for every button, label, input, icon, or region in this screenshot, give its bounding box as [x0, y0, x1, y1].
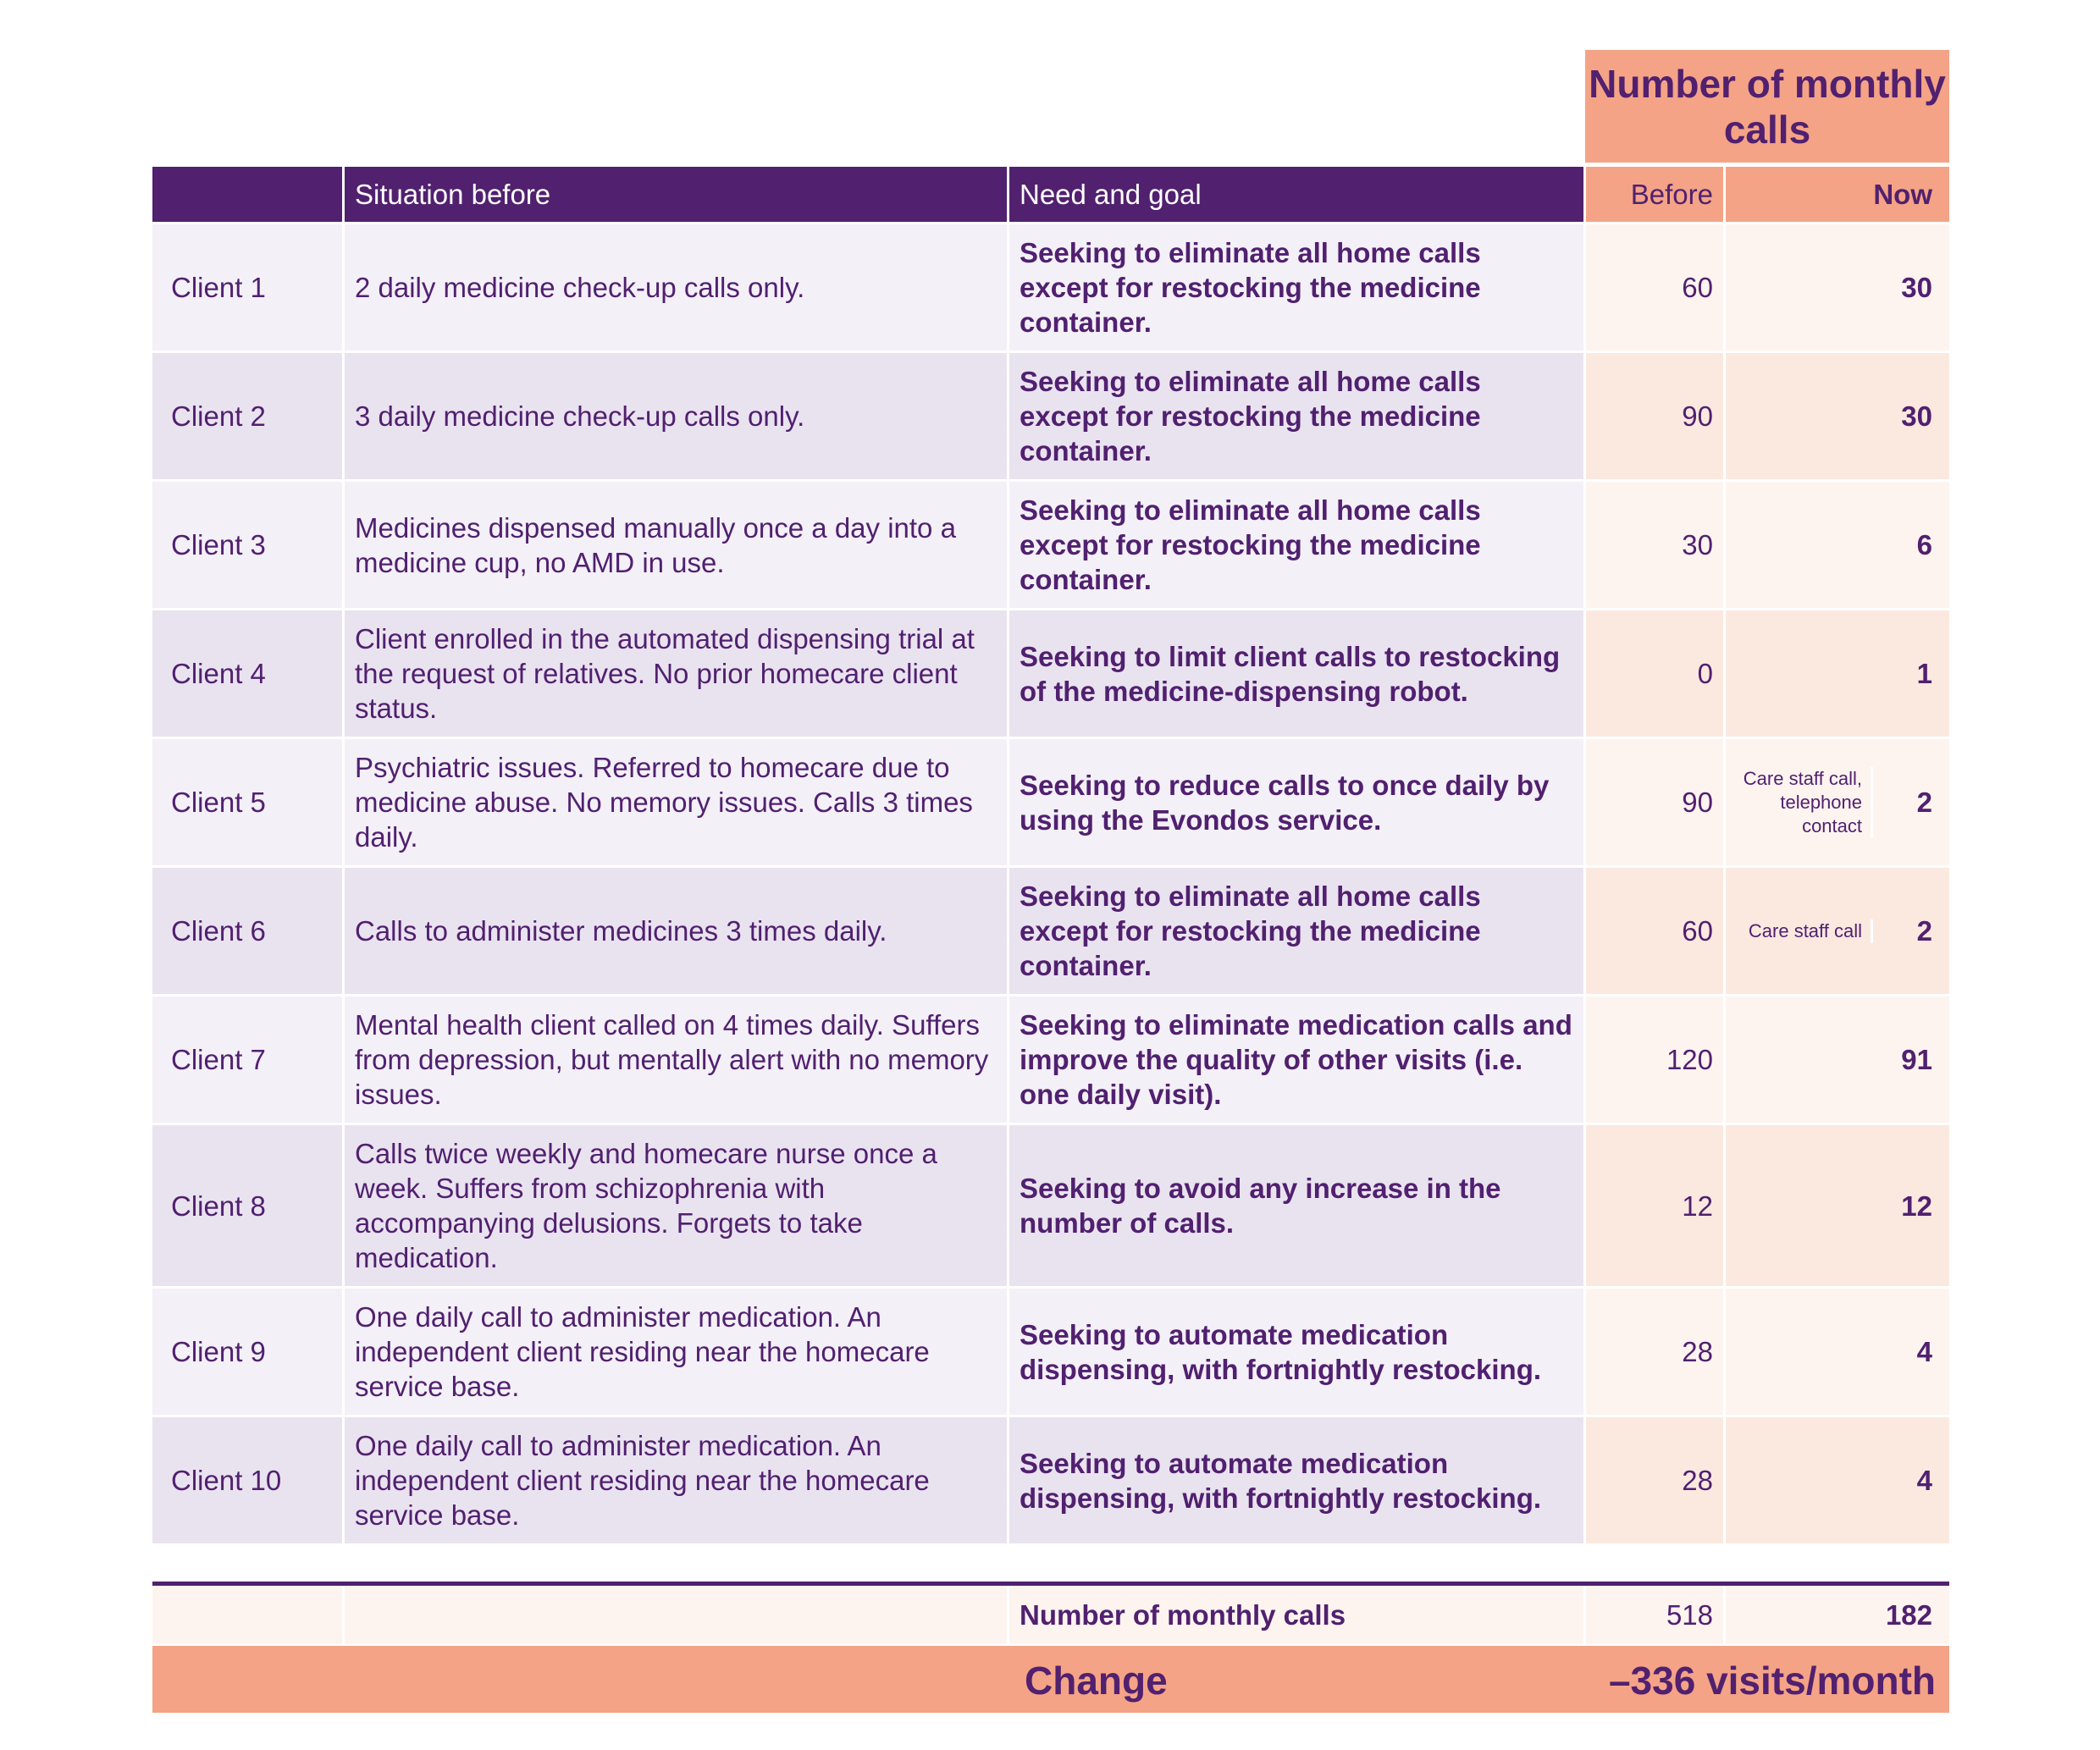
- now-value: 30: [1726, 353, 1949, 479]
- now-cell: [1726, 739, 1949, 865]
- before-value: 28: [1586, 1289, 1723, 1415]
- header-situation-before: Situation before: [345, 167, 1007, 222]
- before-value: 120: [1586, 996, 1723, 1123]
- need-and-goal: Seeking to limit client calls to restocking of the medicine-dispensing robot.: [1009, 610, 1583, 737]
- now-value: 4: [1726, 1289, 1949, 1415]
- client-name: Client 3: [152, 482, 342, 608]
- need-and-goal: Seeking to automate medication dispensing, with fortnightly restocking.: [1009, 1289, 1583, 1415]
- clients-table: [152, 167, 1949, 1543]
- header-now: Now: [1726, 167, 1949, 222]
- before-value: 60: [1586, 224, 1723, 351]
- change-value: –336 visits/month: [1608, 1659, 1936, 1703]
- client-name: Client 2: [152, 353, 342, 479]
- before-value: 12: [1586, 1125, 1723, 1286]
- need-and-goal: Seeking to eliminate all home calls except for restocking the medicine container.: [1009, 482, 1583, 608]
- situation-before: 3 daily medicine check-up calls only.: [345, 353, 1007, 479]
- need-and-goal: Seeking to reduce calls to once daily by using the Evondos service.: [1009, 739, 1583, 865]
- now-note: Care staff call, telephone contact: [1726, 767, 1873, 838]
- before-value: 0: [1586, 610, 1723, 737]
- now-value: 2: [1916, 915, 1932, 947]
- need-and-goal: Seeking to eliminate all home calls except for restocking the medicine container.: [1009, 353, 1583, 479]
- need-and-goal: Seeking to automate medication dispensing, with fortnightly restocking.: [1009, 1417, 1583, 1543]
- change-bar: [152, 1646, 1949, 1713]
- before-value: 30: [1586, 482, 1723, 608]
- before-value: 28: [1586, 1417, 1723, 1543]
- now-value: 12: [1726, 1125, 1949, 1286]
- situation-before: 2 daily medicine check-up calls only.: [345, 224, 1007, 351]
- client-name: Client 7: [152, 996, 342, 1123]
- before-value: 90: [1586, 739, 1723, 865]
- client-name: Client 4: [152, 610, 342, 737]
- situation-before: Calls twice weekly and homecare nurse once a week. Suffers from schizophrenia with accompanying delusions. Forgets to take medication.: [345, 1125, 1007, 1286]
- client-name: Client 8: [152, 1125, 342, 1286]
- header-before: Before: [1586, 167, 1723, 222]
- client-name: Client 6: [152, 868, 342, 994]
- need-and-goal: Seeking to eliminate all home calls except for restocking the medicine container.: [1009, 868, 1583, 994]
- totals-blank-2: [345, 1586, 1007, 1644]
- client-name: Client 1: [152, 224, 342, 351]
- client-name: Client 5: [152, 739, 342, 865]
- totals-blank-1: [152, 1586, 342, 1644]
- now-value: 2: [1916, 787, 1932, 818]
- situation-before: Mental health client called on 4 times daily. Suffers from depression, but mentally alert with no memory issues.: [345, 996, 1007, 1123]
- now-value: 91: [1726, 996, 1949, 1123]
- totals-now: 182: [1726, 1586, 1949, 1644]
- totals-label: Number of monthly calls: [1009, 1586, 1583, 1644]
- need-and-goal: Seeking to eliminate all home calls except for restocking the medicine container.: [1009, 224, 1583, 351]
- situation-before: Calls to administer medicines 3 times daily.: [345, 868, 1007, 994]
- situation-before: One daily call to administer medication. An independent client residing near the homecare service base.: [345, 1289, 1007, 1415]
- situation-before: Psychiatric issues. Referred to homecare due to medicine abuse. No memory issues. Calls 3 times daily.: [345, 739, 1007, 865]
- change-label: Change: [1025, 1659, 1168, 1703]
- need-and-goal: Seeking to avoid any increase in the number of calls.: [1009, 1125, 1583, 1286]
- before-value: 60: [1586, 868, 1723, 994]
- before-value: 90: [1586, 353, 1723, 479]
- situation-before: One daily call to administer medication. An independent client residing near the homecare service base.: [345, 1417, 1007, 1543]
- totals-before: 518: [1586, 1586, 1723, 1644]
- now-note: Care staff call: [1726, 919, 1873, 943]
- client-name: Client 10: [152, 1417, 342, 1543]
- now-value: 6: [1726, 482, 1949, 608]
- need-and-goal: Seeking to eliminate medication calls and improve the quality of other visits (i.e. one daily visit).: [1009, 996, 1583, 1123]
- situation-before: Medicines dispensed manually once a day into a medicine cup, no AMD in use.: [345, 482, 1007, 608]
- situation-before: Client enrolled in the automated dispensing trial at the request of relatives. No prior homecare client status.: [345, 610, 1007, 737]
- now-value: 4: [1726, 1417, 1949, 1543]
- header-client: [152, 167, 342, 222]
- client-name: Client 9: [152, 1289, 342, 1415]
- header-need-and-goal: Need and goal: [1009, 167, 1583, 222]
- monthly-calls-group-header: Number of monthly calls: [1585, 50, 1949, 163]
- now-cell: [1726, 868, 1949, 994]
- now-value: 30: [1726, 224, 1949, 351]
- now-value: 1: [1726, 610, 1949, 737]
